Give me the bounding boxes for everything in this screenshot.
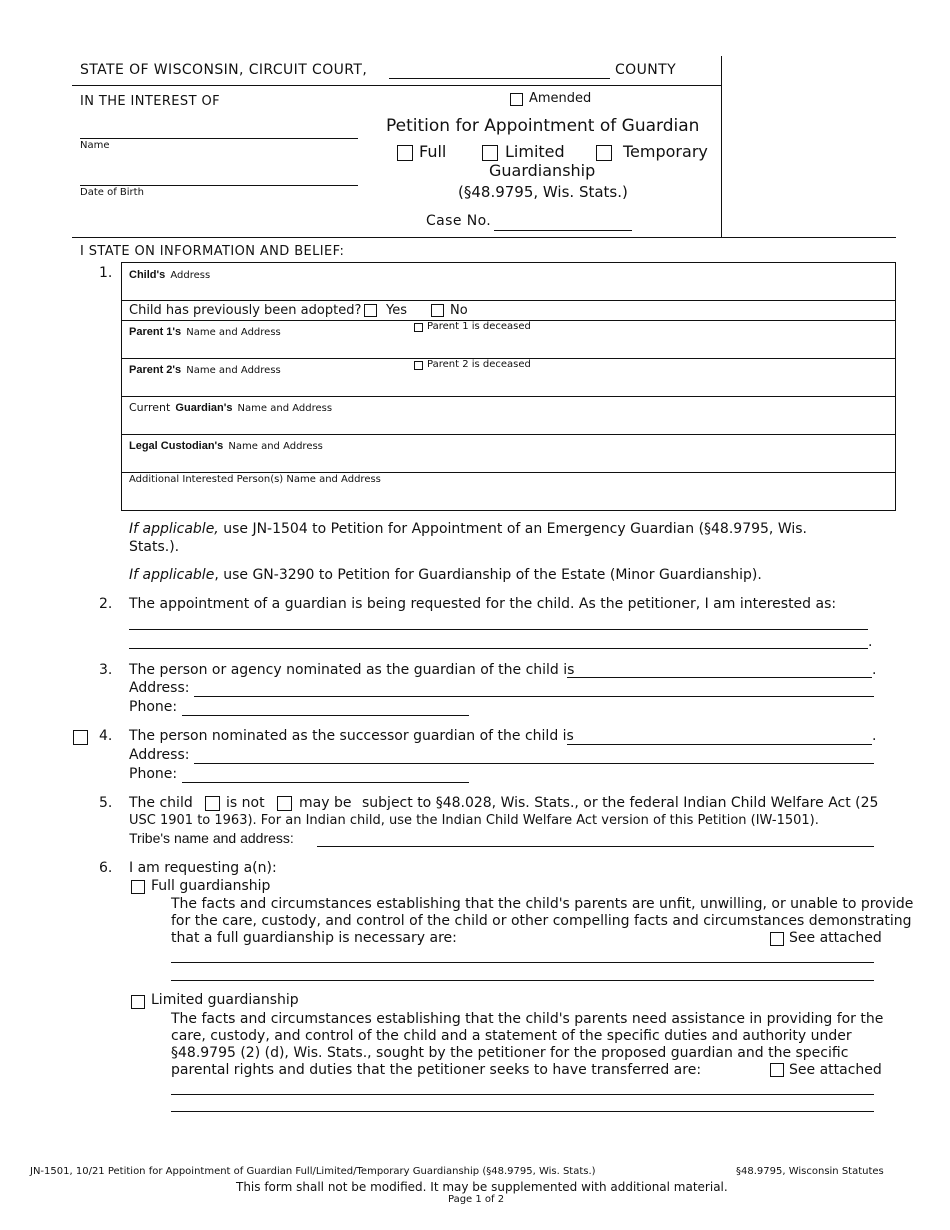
full-facts-line-3: that a full guardianship is necessary are: bbox=[171, 930, 457, 946]
adopted-yes-label: Yes bbox=[386, 303, 407, 318]
tribe-line[interactable] bbox=[317, 846, 874, 847]
guardian-nominee-line[interactable] bbox=[567, 677, 872, 678]
full-guardianship-checkbox[interactable] bbox=[131, 880, 145, 894]
item-5-text: subject to §48.028, Wis. Stats., or the federal Indian Child Welfare Act (25 bbox=[362, 795, 879, 811]
estate-note-text: , use GN-3290 to Petition for Guardianship of the Estate (Minor Guardianship). bbox=[214, 567, 762, 583]
may-be-label: may be bbox=[299, 795, 352, 811]
limited-see-attached-label: See attached bbox=[789, 1062, 882, 1078]
item-4-phone-label: Phone: bbox=[129, 766, 178, 782]
emergency-note-line-2: Stats.). bbox=[129, 539, 180, 555]
successor-phone-line[interactable] bbox=[182, 782, 469, 783]
parent-2-label: Parent 2's bbox=[129, 364, 182, 376]
limited-see-attached-checkbox[interactable] bbox=[770, 1063, 784, 1077]
temporary-checkbox[interactable] bbox=[596, 145, 612, 161]
legal-custodian-sublabel: Name and Address bbox=[228, 441, 323, 452]
limited-facts-line-3: §48.9795 (2) (d), Wis. Stats., sought by the petitioner for the proposed guardian and the specific bbox=[171, 1045, 849, 1061]
item-6-number: 6. bbox=[99, 860, 113, 876]
row-divider bbox=[121, 472, 896, 473]
current-guardian-label: Guardian's bbox=[175, 402, 233, 414]
tribe-label: Tribe's name and address: bbox=[129, 830, 294, 846]
parent-2-deceased-label: Parent 2 is deceased bbox=[427, 359, 531, 370]
parent-1-cell[interactable] bbox=[129, 320, 281, 339]
parent-1-deceased-label: Parent 1 is deceased bbox=[427, 321, 531, 332]
adopted-no-label: No bbox=[450, 303, 468, 318]
footer-form-id: JN-1501, 10/21 Petition for Appointment of Guardian Full/Limited/Temporary Guardianship (§48.9795, Wis. Stats.) bbox=[30, 1166, 596, 1177]
limited-guardianship-checkbox[interactable] bbox=[131, 995, 145, 1009]
may-be-checkbox[interactable] bbox=[277, 796, 292, 811]
limited-facts-line-2: care, custody, and control of the child and a statement of the specific duties and authority under bbox=[171, 1028, 852, 1044]
limited-label: Limited bbox=[505, 142, 565, 161]
item-2-number: 2. bbox=[99, 596, 113, 612]
is-not-label: is not bbox=[226, 795, 265, 811]
form-title: Petition for Appointment of Guardian bbox=[386, 116, 700, 136]
full-label: Full bbox=[419, 142, 447, 161]
county-line[interactable] bbox=[389, 78, 610, 79]
full-checkbox[interactable] bbox=[397, 145, 413, 161]
emergency-guardian-note bbox=[129, 521, 807, 537]
item-4-checkbox[interactable] bbox=[73, 730, 88, 745]
item-5-line-2: USC 1901 to 1963). For an Indian child, use the Indian Child Welfare Act version of this Petition (IW-1501). bbox=[129, 813, 819, 828]
footer-statutes: §48.9795, Wisconsin Statutes bbox=[736, 1166, 884, 1177]
amended-checkbox[interactable] bbox=[510, 93, 523, 106]
limited-facts-line-1: The facts and circumstances establishing that the child's parents need assistance in providing for the bbox=[171, 1011, 884, 1027]
item-3-address-label: Address: bbox=[129, 680, 190, 696]
name-label: Name bbox=[80, 140, 110, 151]
full-facts-line-1: The facts and circumstances establishing that the child's parents are unfit, unwilling, or unable to provide bbox=[171, 896, 914, 912]
guardianship-label: Guardianship bbox=[489, 161, 596, 180]
court-heading: STATE OF WISCONSIN, CIRCUIT COURT, bbox=[80, 62, 368, 78]
child-label: Child's bbox=[129, 269, 166, 281]
adopted-question: Child has previously been adopted? bbox=[129, 303, 362, 318]
limited-checkbox[interactable] bbox=[482, 145, 498, 161]
header-rule bbox=[72, 85, 722, 86]
legal-custodian-cell[interactable] bbox=[129, 434, 323, 453]
name-line[interactable] bbox=[80, 138, 358, 139]
full-guardianship-label: Full guardianship bbox=[151, 878, 271, 894]
successor-address-line[interactable] bbox=[194, 763, 874, 764]
temporary-label: Temporary bbox=[623, 142, 708, 161]
child-address-label: Address bbox=[170, 270, 211, 281]
successor-nominee-line[interactable] bbox=[567, 744, 872, 745]
in-interest-label: IN THE INTEREST OF bbox=[80, 94, 220, 109]
interest-line-1[interactable] bbox=[129, 629, 868, 630]
limited-facts-answer-line-2[interactable] bbox=[171, 1111, 874, 1112]
legal-custodian-label: Legal Custodian's bbox=[129, 440, 224, 452]
case-no-line[interactable] bbox=[494, 230, 632, 231]
child-address-cell[interactable] bbox=[129, 263, 210, 282]
item-3-text: The person or agency nominated as the guardian of the child is bbox=[129, 662, 575, 678]
adopted-yes-checkbox[interactable] bbox=[364, 304, 377, 317]
full-see-attached-label: See attached bbox=[789, 930, 882, 946]
full-facts-answer-line-2[interactable] bbox=[171, 980, 874, 981]
item-3-number: 3. bbox=[99, 662, 113, 678]
section-rule bbox=[72, 237, 896, 238]
item-4-address-label: Address: bbox=[129, 747, 190, 763]
item-5-number: 5. bbox=[99, 795, 113, 811]
estate-guardianship-note bbox=[129, 567, 762, 583]
dob-line[interactable] bbox=[80, 185, 358, 186]
emergency-note-text: use JN-1504 to Petition for Appointment of an Emergency Guardian (§48.9795, Wis. bbox=[218, 521, 807, 537]
guardian-phone-line[interactable] bbox=[182, 715, 469, 716]
dob-label: Date of Birth bbox=[80, 187, 144, 198]
limited-guardianship-label: Limited guardianship bbox=[151, 992, 299, 1008]
estate-note-italic: If applicable bbox=[129, 567, 215, 583]
case-no-label: Case No. bbox=[426, 213, 492, 229]
header-divider bbox=[721, 56, 722, 237]
intro-statement: I STATE ON INFORMATION AND BELIEF: bbox=[80, 244, 345, 259]
item-3-phone-label: Phone: bbox=[129, 699, 178, 715]
parent-1-sublabel: Name and Address bbox=[186, 327, 281, 338]
additional-persons-label[interactable]: Additional Interested Person(s) Name and Address bbox=[129, 474, 381, 485]
footer-notice: This form shall not be modified. It may be supplemented with additional material. bbox=[236, 1180, 728, 1194]
is-not-checkbox[interactable] bbox=[205, 796, 220, 811]
parent-2-sublabel: Name and Address bbox=[186, 365, 281, 376]
adopted-no-checkbox[interactable] bbox=[431, 304, 444, 317]
limited-facts-answer-line-1[interactable] bbox=[171, 1094, 874, 1095]
footer-page-number: Page 1 of 2 bbox=[448, 1194, 505, 1205]
full-facts-answer-line-1[interactable] bbox=[171, 962, 874, 963]
item-6-text: I am requesting a(n): bbox=[129, 860, 277, 876]
parent-2-cell[interactable] bbox=[129, 358, 281, 377]
parent-2-deceased-checkbox[interactable] bbox=[414, 361, 423, 370]
amended-label: Amended bbox=[529, 91, 592, 106]
item-4-text: The person nominated as the successor guardian of the child is bbox=[129, 728, 574, 744]
item-2-text: The appointment of a guardian is being requested for the child. As the petitioner, I am interested as: bbox=[129, 596, 837, 612]
parent-1-label: Parent 1's bbox=[129, 326, 182, 338]
interest-line-2[interactable] bbox=[129, 648, 868, 649]
current-guardian-cell[interactable] bbox=[129, 396, 332, 415]
item-1-number: 1. bbox=[99, 265, 113, 281]
current-guardian-sublabel: Name and Address bbox=[237, 403, 333, 414]
statute-reference: (§48.9795, Wis. Stats.) bbox=[458, 183, 628, 201]
item-4-number: 4. bbox=[99, 728, 113, 744]
full-facts-line-2: for the care, custody, and control of the child or other compelling facts and circumstances demonstrating bbox=[171, 913, 912, 929]
current-guardian-prefix: Current bbox=[129, 401, 171, 414]
parent-1-deceased-checkbox[interactable] bbox=[414, 323, 423, 332]
item-5-the-child: The child bbox=[129, 795, 193, 811]
row-divider bbox=[121, 300, 896, 301]
county-label: COUNTY bbox=[615, 62, 677, 78]
full-see-attached-checkbox[interactable] bbox=[770, 932, 784, 946]
guardian-address-line[interactable] bbox=[194, 696, 874, 697]
emergency-note-italic: If applicable, bbox=[129, 521, 219, 537]
limited-facts-line-4: parental rights and duties that the petitioner seeks to have transferred are: bbox=[171, 1062, 702, 1078]
